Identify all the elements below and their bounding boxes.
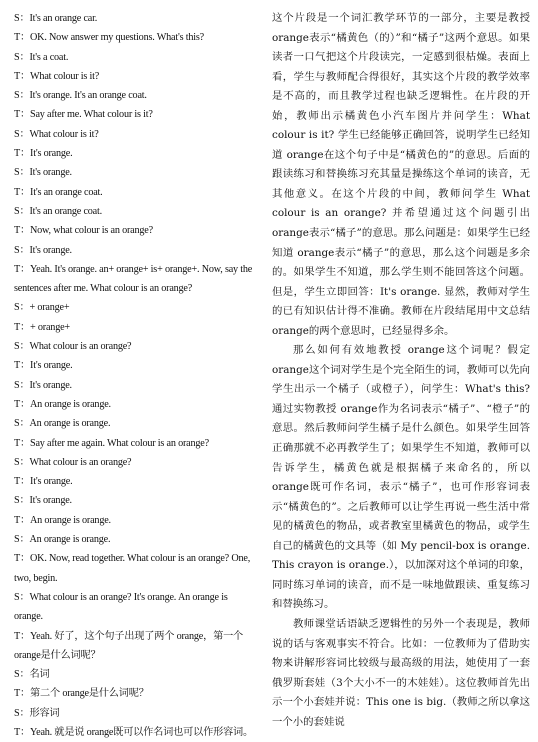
transcript-line: S：It's orange. bbox=[14, 244, 72, 256]
transcript-line: S：It's orange. It's an orange coat. bbox=[14, 90, 147, 102]
transcript-line: S：名词 bbox=[14, 669, 50, 681]
transcript-line: T：What colour is it? bbox=[14, 70, 100, 82]
transcript-line: T：It's orange. bbox=[14, 476, 73, 488]
transcript-line: T：Say after me again. What colour is an orange? bbox=[14, 437, 209, 449]
transcript-line: T：An orange is orange. bbox=[14, 398, 111, 410]
transcript-line: T：It's orange. bbox=[14, 360, 73, 372]
transcript-line: T：Yeah. It's orange. an+ orange+ is+ orange+. Now, say the sentences after me. What colour is an orange? bbox=[14, 263, 253, 295]
transcript-line: S：What colour is an orange? bbox=[14, 456, 132, 468]
transcript-line: S：What colour is it? bbox=[14, 128, 99, 140]
transcript-line: S：It's orange. bbox=[14, 167, 72, 179]
transcript-line: T：Yeah. 好了，这个句子出现了两个 orange，第一个 orange是什么词呢？ bbox=[14, 630, 244, 661]
transcript-line: S：What colour is an orange? It's orange. An orange is orange. bbox=[14, 591, 228, 623]
transcript-line: T：An orange is orange. bbox=[14, 514, 111, 526]
transcript-line: T：+ orange+ bbox=[14, 321, 70, 333]
transcript-line: T：OK. Now, read together. What colour is an orange? One, two, begin. bbox=[14, 553, 251, 584]
commentary-paragraph: 那么如何有效地教授 orange这个词呢？假定 orange这个词对学生是个完全陌生的词，教师可以先向学生出示一个橘子（或橙子），问学生：What's this? 通过实物教授 orange作为名词表示“橘子”、“橙子”的意思。然后教师问学生橘子是什么颜色。如果学生回答正确那就不必再教学生了；如果学生不知道，教师可以告诉学生，橘黄色就是根据橘子来命名的，所以 orange既可作名词，表示“橘子”，也可作形容词表示“橘黄色的”。之后教师可以让学生再说一些生活中常见的橘黄色的物品，或者教室里橘黄色的物品，或学生自己的橘黄色的文具等（如 My pencil-box is orange. This crayon is orange.），以加深对这个单词的印象，同时练习单词的读音，而不是一味地做跟读、重复练习和替换练习。 bbox=[272, 344, 530, 611]
commentary-paragraph: 这个片段是一个词汇教学环节的一部分，主要是教授 orange表示“橘黄色（的）”和“橘子”这两个意思。如果读者一口气把这个片段读完，一定感到很枯燥。表面上看，学生与教师配合得很好，其实这个片段的教学效率是不高的，而且教学过程也缺乏逻辑性。在片段的开始，教师出示橘黄色小汽车图片并问学生：What colour is it? 学生已经能够正确回答，说明学生已经知道 orange在这个句子中是“橘黄色的”的意思。后面的跟读练习和替换练习充其量是操练这个单词的读音，无其他意义。在这个片段的中间，教师问学生 What colour is an orange? 并希望通过这个问题引出 orange表示“橘子”的意思。那么问题是：如果学生已经知道 orange表示“橘子”的意思，那么这个问题是多余的。如果学生不知道，那么学生则不能回答这个问题。但是，学生立即回答：It's orange. 显然，教师对学生的已有知识估计得不准确。教师在片段结尾用中文总结 orange的两个意思时，已经显得多余。 bbox=[272, 12, 530, 337]
transcript-line: T：It's orange. bbox=[14, 148, 73, 160]
transcript-line: T：OK. Now answer my questions. What's this? bbox=[14, 32, 204, 44]
transcript-line: S：It's an orange coat. bbox=[14, 205, 102, 217]
commentary-column bbox=[272, 9, 530, 732]
transcript-line: S：An orange is orange. bbox=[14, 418, 111, 430]
transcript-line: T：Yeah. 就是说 orange既可以作名词也可以作形容词。 bbox=[14, 726, 254, 738]
transcript-line: S：It's an orange car. bbox=[14, 13, 98, 24]
transcript-line: S：What colour is an orange? bbox=[14, 341, 132, 353]
transcript-line: T：Say after me. What colour is it? bbox=[14, 109, 153, 121]
transcript-line: T：Now, what colour is an orange? bbox=[14, 225, 153, 237]
transcript-line: T：It's an orange coat. bbox=[14, 186, 103, 198]
transcript-line: T：第二个 orange是什么词呢？ bbox=[14, 688, 149, 700]
transcript-column bbox=[6, 9, 256, 742]
commentary-paragraph: 教师课堂话语缺乏逻辑性的另外一个表现是，教师说的话与客观事实不符合。比如：一位教师为了借助实物来讲解形容词比较级与最高级的用法，她使用了一套俄罗斯套娃（3个大小不一的木娃娃）。这位教师首先出示一个小套娃并说：This one is big.（教师之所以拿这一个小的套娃说 bbox=[272, 617, 530, 728]
transcript-line: S：It's orange. bbox=[14, 379, 72, 391]
transcript-line: S：+ orange+ bbox=[14, 302, 70, 314]
transcript-line: S：An orange is orange. bbox=[14, 534, 111, 546]
transcript-line: S：It's a coat. bbox=[14, 51, 69, 63]
transcript-line: S：形容词 bbox=[14, 707, 60, 719]
transcript-line: S：It's orange. bbox=[14, 495, 72, 507]
